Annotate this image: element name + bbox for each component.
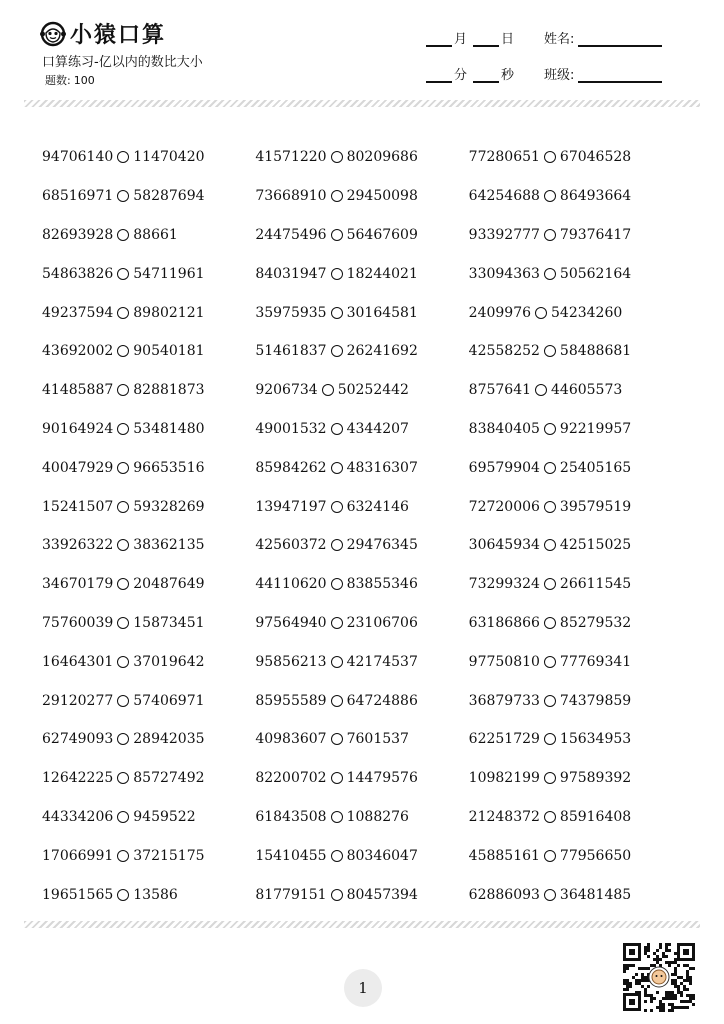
right-number: 36481485 [559, 886, 632, 903]
problem-row [42, 254, 682, 293]
right-number: 28942035 [133, 731, 205, 748]
answer-circle[interactable] [322, 384, 334, 396]
problem-row [42, 798, 682, 837]
right-number: 44605573 [551, 382, 623, 399]
left-number: 12642225 [42, 770, 114, 787]
answer-circle[interactable] [544, 345, 556, 357]
answer-circle[interactable] [117, 617, 129, 629]
left-number: 19651565 [42, 886, 114, 903]
left-number: 77280651 [468, 149, 540, 166]
right-number: 79376417 [559, 226, 632, 243]
answer-circle[interactable] [544, 811, 556, 823]
problem-row [42, 565, 682, 604]
right-number: 57406971 [133, 692, 205, 709]
left-number: 54863826 [42, 265, 114, 282]
comparison-problem [469, 305, 682, 321]
comparison-problem [42, 848, 255, 864]
answer-circle[interactable] [544, 462, 556, 474]
left-number: 16464301 [42, 653, 114, 670]
comparison-problem [42, 188, 255, 204]
comparison-problem [42, 499, 255, 515]
answer-circle[interactable] [331, 656, 343, 668]
left-number: 9206734 [255, 382, 318, 399]
answer-circle[interactable] [117, 229, 129, 241]
comparison-problem [469, 848, 682, 864]
answer-circle[interactable] [544, 656, 556, 668]
right-number: 67046528 [559, 149, 632, 166]
left-number: 44334206 [42, 808, 114, 825]
answer-circle[interactable] [117, 889, 129, 901]
problem-row [42, 332, 682, 371]
comparison-problem [42, 576, 255, 592]
answer-circle[interactable] [331, 850, 343, 862]
right-number: 77769341 [559, 653, 632, 670]
comparison-problem [255, 731, 468, 747]
left-number: 49001532 [255, 420, 327, 437]
left-number: 41485887 [42, 382, 114, 399]
answer-circle[interactable] [331, 539, 343, 551]
left-number: 21248372 [468, 808, 540, 825]
answer-circle[interactable] [544, 501, 556, 513]
right-number: 89802121 [133, 304, 205, 321]
left-number: 62251729 [468, 731, 540, 748]
answer-circle[interactable] [535, 307, 547, 319]
right-number: 26241692 [346, 343, 418, 360]
comparison-problem [255, 887, 468, 903]
problem-row [42, 642, 682, 681]
comparison-problem [469, 731, 682, 747]
problem-row [42, 836, 682, 875]
answer-circle[interactable] [544, 695, 556, 707]
right-number: 13586 [133, 886, 178, 903]
answer-circle[interactable] [331, 501, 343, 513]
worksheet-subtitle: 口算练习-亿以内的数比大小 [42, 55, 203, 70]
problem-row [42, 759, 682, 798]
problem-row [42, 216, 682, 255]
answer-circle[interactable] [331, 307, 343, 319]
left-number: 35975935 [255, 304, 327, 321]
comparison-problem [469, 460, 682, 476]
answer-circle[interactable] [544, 268, 556, 280]
class-label: 班级: [544, 68, 575, 83]
comparison-problem [42, 809, 255, 825]
left-number: 62749093 [42, 731, 114, 748]
right-number: 88661 [133, 226, 178, 243]
comparison-problem [255, 266, 468, 282]
minute-label: 分 [454, 68, 468, 83]
problem-row [42, 138, 682, 177]
answer-circle[interactable] [117, 578, 129, 590]
left-number: 29120277 [42, 692, 114, 709]
right-number: 85279532 [559, 614, 632, 631]
right-number: 48316307 [346, 459, 418, 476]
left-number: 17066991 [42, 847, 114, 864]
comparison-problem [255, 305, 468, 321]
answer-circle[interactable] [117, 384, 129, 396]
right-number: 37019642 [133, 653, 205, 670]
left-number: 73668910 [255, 188, 327, 205]
right-number: 83855346 [346, 576, 418, 593]
answer-circle[interactable] [331, 268, 343, 280]
left-number: 84031947 [255, 265, 327, 282]
left-number: 24475496 [255, 226, 327, 243]
comparison-problem [255, 460, 468, 476]
right-number: 23106706 [346, 614, 418, 631]
problem-row [42, 720, 682, 759]
answer-circle[interactable] [544, 423, 556, 435]
comparison-problem [255, 809, 468, 825]
comparison-problem [469, 266, 682, 282]
answer-circle[interactable] [117, 307, 129, 319]
comparison-problem [469, 615, 682, 631]
right-number: 39579519 [559, 498, 632, 515]
left-number: 33926322 [42, 537, 114, 554]
problem-row [42, 177, 682, 216]
name-label: 姓名: [544, 32, 575, 47]
right-number: 80346047 [346, 847, 418, 864]
comparison-problem [42, 382, 255, 398]
left-number: 10982199 [468, 770, 540, 787]
right-number: 42515025 [559, 537, 632, 554]
right-number: 7601537 [346, 731, 409, 748]
comparison-problem [469, 770, 682, 786]
right-number: 90540181 [133, 343, 205, 360]
page-number: 1 [344, 969, 382, 1007]
left-number: 73299324 [468, 576, 540, 593]
left-number: 81779151 [255, 886, 327, 903]
answer-circle[interactable] [117, 268, 129, 280]
comparison-problem [255, 149, 468, 165]
answer-circle[interactable] [331, 190, 343, 202]
problem-count-value: 100 [73, 74, 95, 87]
left-number: 97750810 [468, 653, 540, 670]
problem-row [42, 875, 682, 914]
minute-blank[interactable] [426, 67, 452, 83]
right-number: 64724886 [346, 692, 418, 709]
right-number: 56467609 [346, 226, 418, 243]
problem-row [42, 410, 682, 449]
day-blank[interactable] [473, 31, 499, 47]
comparison-problem [255, 499, 468, 515]
time-row [424, 64, 662, 83]
problem-row [42, 526, 682, 565]
right-number: 74379859 [559, 692, 632, 709]
monkey-logo-icon [40, 21, 66, 47]
comparison-problem [42, 266, 255, 282]
right-number: 38362135 [133, 537, 205, 554]
right-number: 11470420 [133, 149, 205, 166]
answer-circle[interactable] [544, 190, 556, 202]
right-number: 14479576 [346, 770, 418, 787]
left-number: 2409976 [468, 304, 532, 321]
comparison-problem [469, 149, 682, 165]
problem-count-label: 题数: [45, 74, 71, 87]
answer-circle[interactable] [331, 151, 343, 163]
answer-circle[interactable] [117, 345, 129, 357]
right-number: 4344207 [346, 420, 409, 437]
comparison-problem [255, 343, 468, 359]
left-number: 34670179 [42, 576, 114, 593]
answer-circle[interactable] [117, 539, 129, 551]
answer-circle[interactable] [544, 617, 556, 629]
comparison-problem [42, 460, 255, 476]
left-number: 64254688 [468, 188, 540, 205]
comparison-problem [42, 343, 255, 359]
right-number: 25405165 [559, 459, 632, 476]
day-label: 日 [501, 32, 515, 47]
problem-row [42, 604, 682, 643]
right-number: 1088276 [346, 808, 409, 825]
left-number: 45885161 [468, 847, 540, 864]
comparison-problem [42, 421, 255, 437]
comparison-problem [469, 382, 682, 398]
answer-circle[interactable] [544, 772, 556, 784]
problem-row [42, 293, 682, 332]
right-number: 80457394 [346, 886, 418, 903]
date-row [424, 28, 662, 47]
comparison-problem [255, 188, 468, 204]
left-number: 36879733 [468, 692, 540, 709]
problem-grid [42, 138, 682, 914]
answer-circle[interactable] [331, 772, 343, 784]
comparison-problem [42, 654, 255, 670]
answer-circle[interactable] [535, 384, 547, 396]
answer-circle[interactable] [544, 151, 556, 163]
comparison-problem [255, 421, 468, 437]
comparison-problem [469, 188, 682, 204]
comparison-problem [255, 537, 468, 553]
problem-row [42, 448, 682, 487]
problem-row [42, 681, 682, 720]
left-number: 41571220 [255, 149, 327, 166]
right-number: 77956650 [559, 847, 632, 864]
right-number: 58488681 [559, 343, 632, 360]
answer-circle[interactable] [117, 190, 129, 202]
answer-circle[interactable] [544, 229, 556, 241]
comparison-problem [469, 809, 682, 825]
left-number: 95856213 [255, 653, 327, 670]
problem-row [42, 487, 682, 526]
right-number: 20487649 [133, 576, 205, 593]
right-number: 30164581 [346, 304, 418, 321]
right-number: 85727492 [133, 770, 205, 787]
right-number: 15873451 [133, 614, 205, 631]
left-number: 97564940 [255, 614, 327, 631]
left-number: 63186866 [468, 614, 540, 631]
left-number: 15410455 [255, 847, 327, 864]
answer-circle[interactable] [117, 423, 129, 435]
comparison-problem [42, 149, 255, 165]
left-number: 49237594 [42, 304, 114, 321]
right-number: 37215175 [133, 847, 205, 864]
brand-logo [40, 18, 166, 49]
comparison-problem [255, 382, 468, 398]
left-number: 30645934 [468, 537, 540, 554]
answer-circle[interactable] [331, 423, 343, 435]
comparison-problem [469, 343, 682, 359]
answer-circle[interactable] [117, 501, 129, 513]
right-number: 29476345 [346, 537, 418, 554]
answer-circle[interactable] [117, 811, 129, 823]
comparison-problem [469, 887, 682, 903]
comparison-problem [255, 227, 468, 243]
comparison-problem [42, 731, 255, 747]
comparison-problem [469, 499, 682, 515]
right-number: 92219957 [559, 420, 632, 437]
left-number: 82693928 [42, 226, 114, 243]
comparison-problem [255, 576, 468, 592]
answer-circle[interactable] [117, 772, 129, 784]
right-number: 80209686 [346, 149, 418, 166]
right-number: 86493664 [559, 188, 632, 205]
problem-row [42, 371, 682, 410]
answer-circle[interactable] [331, 345, 343, 357]
comparison-problem [255, 654, 468, 670]
answer-circle[interactable] [331, 811, 343, 823]
answer-circle[interactable] [331, 617, 343, 629]
right-number: 53481480 [133, 420, 205, 437]
comparison-problem [255, 770, 468, 786]
answer-circle[interactable] [544, 733, 556, 745]
brand-name: 小猿口算 [70, 23, 167, 48]
left-number: 68516971 [42, 188, 114, 205]
right-number: 18244021 [346, 265, 418, 282]
right-number: 96653516 [133, 459, 205, 476]
answer-circle[interactable] [544, 850, 556, 862]
comparison-problem [469, 537, 682, 553]
comparison-problem [42, 693, 255, 709]
left-number: 13947197 [255, 498, 327, 515]
left-number: 93392777 [468, 226, 540, 243]
second-label: 秒 [501, 68, 515, 83]
left-number: 42558252 [468, 343, 540, 360]
left-number: 33094363 [468, 265, 540, 282]
left-number: 90164924 [42, 420, 114, 437]
left-number: 82200702 [255, 770, 327, 787]
answer-circle[interactable] [117, 695, 129, 707]
left-number: 8757641 [468, 382, 532, 399]
left-number: 75760039 [42, 614, 114, 631]
class-blank[interactable] [578, 67, 662, 83]
right-number: 82881873 [133, 382, 205, 399]
left-number: 94706140 [42, 149, 114, 166]
answer-circle[interactable] [331, 733, 343, 745]
comparison-problem [42, 537, 255, 553]
qr-code-icon [622, 942, 696, 1012]
answer-circle[interactable] [331, 695, 343, 707]
answer-circle[interactable] [117, 462, 129, 474]
comparison-problem [469, 576, 682, 592]
answer-circle[interactable] [117, 850, 129, 862]
left-number: 43692002 [42, 343, 114, 360]
left-number: 40983607 [255, 731, 327, 748]
month-blank[interactable] [426, 31, 452, 47]
answer-circle[interactable] [544, 539, 556, 551]
left-number: 15241507 [42, 498, 114, 515]
right-number: 97589392 [559, 770, 632, 787]
answer-circle[interactable] [331, 889, 343, 901]
left-number: 62886093 [468, 886, 540, 903]
right-number: 6324146 [346, 498, 409, 515]
right-number: 58287694 [133, 188, 205, 205]
answer-circle[interactable] [331, 578, 343, 590]
left-number: 69579904 [468, 459, 540, 476]
comparison-problem [469, 693, 682, 709]
right-number: 15634953 [559, 731, 632, 748]
left-number: 40047929 [42, 459, 114, 476]
answer-circle[interactable] [331, 462, 343, 474]
left-number: 61843508 [255, 808, 327, 825]
left-number: 85955589 [255, 692, 327, 709]
comparison-problem [42, 887, 255, 903]
right-number: 50252442 [337, 382, 409, 399]
right-number: 85916408 [559, 808, 632, 825]
right-number: 54711961 [133, 265, 205, 282]
answer-circle[interactable] [117, 656, 129, 668]
right-number: 29450098 [346, 188, 418, 205]
left-number: 51461837 [255, 343, 327, 360]
left-number: 42560372 [255, 537, 327, 554]
top-divider [24, 100, 700, 107]
month-label: 月 [454, 32, 468, 47]
comparison-problem [255, 693, 468, 709]
right-number: 54234260 [551, 304, 623, 321]
problem-count [42, 72, 95, 88]
answer-circle[interactable] [544, 889, 556, 901]
comparison-problem [42, 305, 255, 321]
comparison-problem [255, 615, 468, 631]
left-number: 83840405 [468, 420, 540, 437]
answer-circle[interactable] [544, 578, 556, 590]
left-number: 72720006 [468, 498, 540, 515]
answer-circle[interactable] [117, 151, 129, 163]
right-number: 50562164 [559, 265, 632, 282]
comparison-problem [255, 848, 468, 864]
comparison-problem [42, 615, 255, 631]
name-blank[interactable] [578, 31, 662, 47]
left-number: 85984262 [255, 459, 327, 476]
left-number: 44110620 [255, 576, 327, 593]
right-number: 42174537 [346, 653, 418, 670]
right-number: 26611545 [559, 576, 632, 593]
comparison-problem [42, 770, 255, 786]
second-blank[interactable] [473, 67, 499, 83]
answer-circle[interactable] [331, 229, 343, 241]
comparison-problem [469, 421, 682, 437]
right-number: 59328269 [133, 498, 205, 515]
comparison-problem [469, 227, 682, 243]
bottom-divider [24, 921, 700, 928]
comparison-problem [42, 227, 255, 243]
comparison-problem [469, 654, 682, 670]
right-number: 9459522 [133, 808, 196, 825]
answer-circle[interactable] [117, 733, 129, 745]
